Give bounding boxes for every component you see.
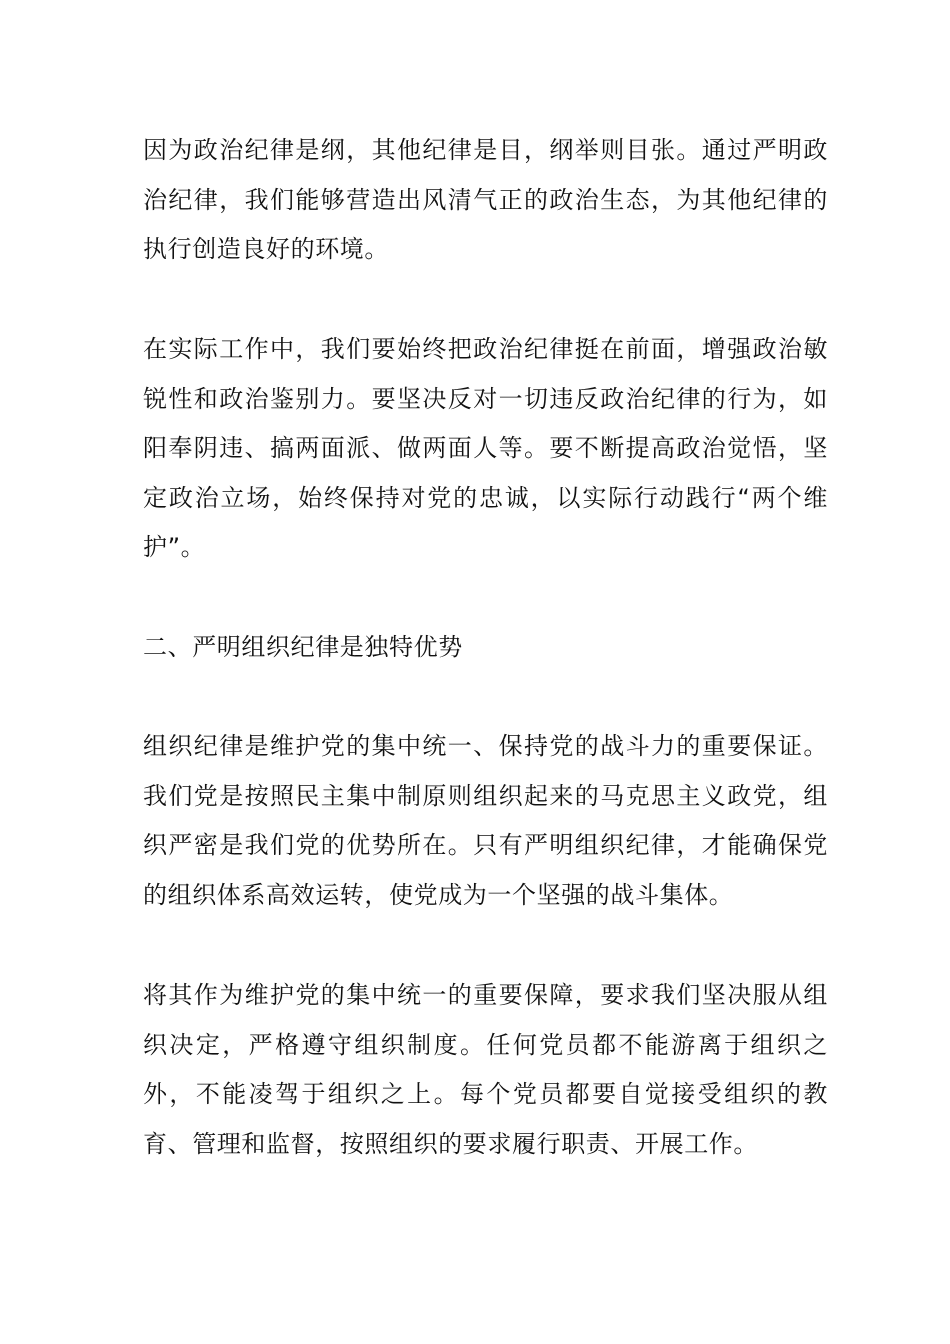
paragraph-organizational-discipline-guarantee: 组织纪律是维护党的集中统一、保持党的战斗力的重要保证。我们党是按照民主集中制原则组织起来的马克思主义政党，组织严密是我们党的优势所在。只有严明组织纪律，才能确保党的组织体系高效运转，使党成为一个坚强的战斗集体。 — [143, 732, 828, 909]
paragraph-political-discipline-practice: 在实际工作中，我们要始终把政治纪律挺在前面，增强政治敏锐性和政治鉴别力。要坚决反对一切违反政治纪律的行为，如阳奉阴违、搞两面派、做两面人等。要不断提高政治觉悟，坚定政治立场，始终保持对党的忠诚，以实际行动践行“两个维护”。 — [143, 335, 828, 561]
section-heading-organizational-discipline: 二、严明组织纪律是独特优势 — [143, 633, 463, 661]
paragraph-organizational-discipline-requirements: 将其作为维护党的集中统一的重要保障，要求我们坚决服从组织决定，严格遵守组织制度。任何党员都不能游离于组织之外，不能凌驾于组织之上。每个党员都要自觉接受组织的教育、管理和监督，按照组织的要求履行职责、开展工作。 — [143, 981, 828, 1158]
paragraph-political-discipline-core: 因为政治纪律是纲，其他纪律是目，纲举则目张。通过严明政治纪律，我们能够营造出风清气正的政治生态，为其他纪律的执行创造良好的环境。 — [143, 136, 828, 263]
